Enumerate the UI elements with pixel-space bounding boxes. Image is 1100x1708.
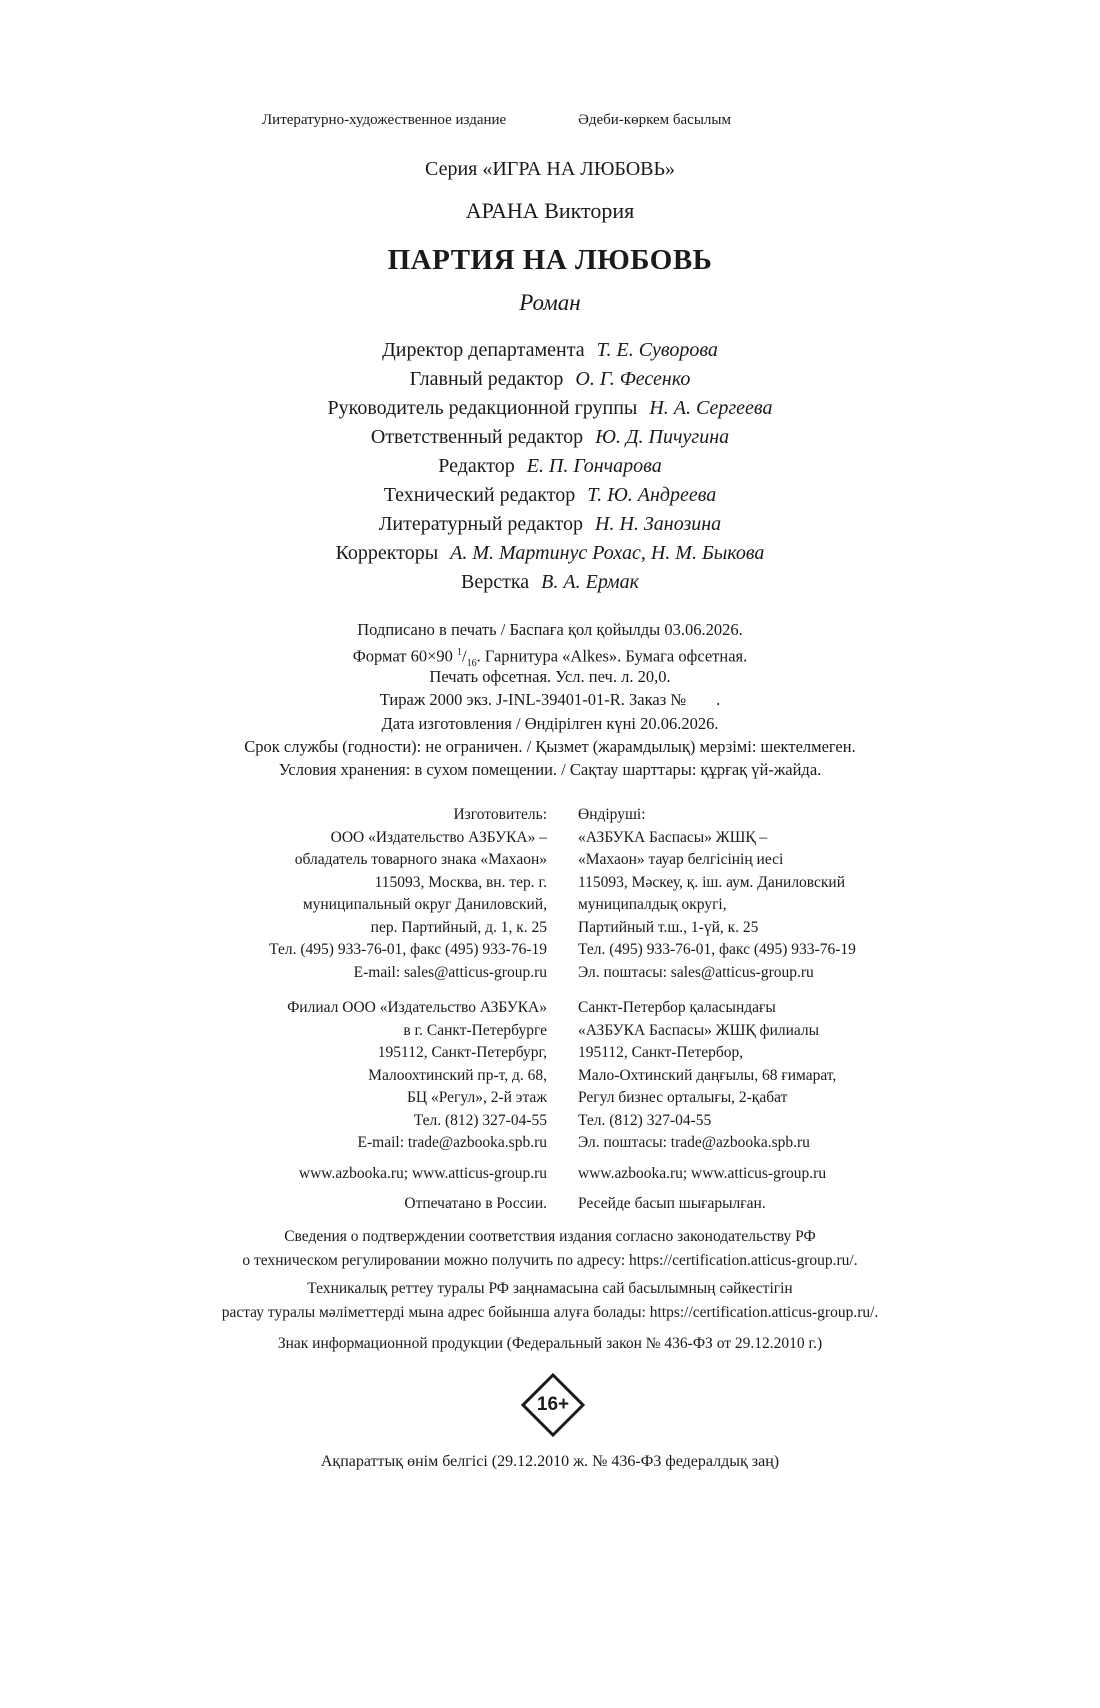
branch-kz-line: Мало-Охтинский даңғылы, 68 ғимарат, [578, 1066, 837, 1084]
circulation-text: Тираж 2000 экз. J-INL-39401-01-R. Заказ № [379, 690, 687, 710]
printed-in-ru: Отпечатано в России. [404, 1195, 547, 1212]
edition-type-row [0, 112, 1100, 136]
credit-line [0, 539, 1100, 568]
manufacturer-kz-line: 115093, Мәскеу, қ. іш. аум. Даниловский [578, 873, 846, 891]
branch-kz-email: Эл. поштасы: trade@azbooka.spb.ru [578, 1134, 810, 1151]
manufacturer-ru [269, 804, 547, 984]
info-product-mark-text: Знак информационной продукции (Федеральный закон № 436-ФЗ от 29.12.2010 г.) [277, 1335, 823, 1352]
circulation-end: . [716, 690, 721, 710]
certification-ru-line1: Сведения о подтверждении соответствия издания согласно законодательству РФ [284, 1228, 816, 1245]
certification-ru-line2: о техническом регулировании можно получить по адресу: https://certification.atticus-group.ru/. [242, 1252, 858, 1269]
credit-line [0, 394, 1100, 423]
credit-line [0, 423, 1100, 452]
format-sub: 16 [466, 658, 477, 670]
manufacturer-kz-line: «АЗБУКА Баспасы» ЖШҚ – [578, 828, 768, 846]
manufacturer-kz-line: Өндіруші: [578, 806, 646, 823]
certification-kz-line1: Техникалық реттеу туралы РФ заңнамасына сай басылымның сәйкестігін [307, 1280, 793, 1297]
certification-kz-line2: растау туралы мәліметтерді мына адрес бойынша алуға болады: https://certification.atticus-group.ru/. [221, 1304, 879, 1321]
credit-person: А. М. Мартинус Рохас, Н. М. Быкова [450, 542, 765, 564]
book-title: ПАРТИЯ НА ЛЮБОВЬ [387, 244, 713, 276]
credit-role: Главный редактор [409, 368, 564, 390]
credit-role: Директор департамента [382, 339, 585, 361]
branch-kz [578, 997, 836, 1155]
storage-conditions: Условия хранения: в сухом помещении. / Сақтау шарттары: құрғақ үй-жайда. [278, 760, 822, 780]
credit-person: Т. Ю. Андреева [587, 484, 717, 506]
age-rating-caption: Ақпараттық өнім белгісі (29.12.2010 ж. № 436-ФЗ федералдық заң) [320, 1453, 780, 1470]
credit-person: Т. Е. Суворова [596, 339, 718, 361]
credit-line [0, 568, 1100, 597]
websites-kz: www.azbooka.ru; www.atticus-group.ru [578, 1165, 827, 1182]
printing-line: Печать офсетная. Усл. печ. л. 20,0. [429, 666, 671, 686]
signed-to-print: Подписано в печать / Баспаға қол қойылды 03.06.2026. [357, 620, 743, 639]
branch-ru-line: Малоохтинский пр-т, д. 68, [368, 1066, 547, 1084]
edition-type-kz: Әдеби-көркем басылым [578, 112, 731, 128]
branch-kz-line: Регул бизнес орталығы, 2-қабат [578, 1089, 788, 1106]
manufacturer-kz-line: Партийный т.ш., 1-үй, к. 25 [578, 918, 759, 936]
credit-line [0, 510, 1100, 539]
websites-ru-col [299, 1163, 547, 1186]
author-name: АРАНА Виктория [465, 198, 635, 223]
print-info [0, 618, 1100, 782]
printed-in-kz-col [578, 1193, 766, 1216]
credit-person: Ю. Д. Пичугина [595, 426, 730, 448]
branch-ru-email: E-mail: trade@azbooka.spb.ru [357, 1134, 547, 1151]
credit-person: О. Г. Фесенко [575, 368, 691, 390]
credit-person: В. А. Ермак [541, 571, 639, 593]
credit-line [0, 365, 1100, 394]
printed-in-ru-col [404, 1193, 547, 1216]
circulation-line [0, 688, 1100, 711]
credit-person: Н. Н. Занозина [595, 513, 722, 535]
format-line: Формат 60×90 $^1/_{16}$. Гарнитура «Alkes». Бумага офсетная. [352, 646, 748, 670]
websites-kz-col [578, 1163, 826, 1186]
credit-role: Ответственный редактор [370, 426, 584, 448]
manufacturer-ru-line: муниципальный округ Даниловский, [302, 896, 547, 913]
branch-ru-line: БЦ «Регул», 2-й этаж [407, 1089, 547, 1106]
branch-ru-line: 195112, Санкт-Петербург, [377, 1044, 547, 1061]
credit-line [0, 452, 1100, 481]
certification-kz [0, 1277, 1100, 1325]
credit-role: Корректоры [335, 542, 439, 564]
manufacturer-ru-line: 115093, Москва, вн. тер. г. [374, 873, 547, 891]
manufacturer-kz-email: Эл. поштасы: sales@atticus-group.ru [578, 963, 814, 981]
credit-line [0, 481, 1100, 510]
credit-role: Верстка [461, 571, 530, 593]
branch-ru-line: в г. Санкт-Петербурге [403, 1021, 547, 1039]
websites-ru: www.azbooka.ru; www.atticus-group.ru [298, 1165, 547, 1182]
credits-list [0, 336, 1100, 597]
credit-role: Технический редактор [383, 484, 576, 506]
branch-kz-line: «АЗБУКА Баспасы» ЖШҚ филиалы [578, 1021, 820, 1039]
format-sup: 1 [457, 647, 463, 659]
branch-ru-line: Филиал ООО «Издательство АЗБУКА» [287, 999, 547, 1016]
manufacturer-ru-line: обладатель товарного знака «Махаон» [294, 851, 547, 868]
credit-role: Руководитель редакционной группы [327, 397, 638, 419]
series-title: Серия «ИГРА НА ЛЮБОВЬ» [425, 158, 675, 180]
credit-role: Редактор [438, 455, 515, 477]
credit-person: Е. П. Гончарова [526, 455, 662, 477]
branch-ru-line: Тел. (812) 327-04-55 [413, 1111, 547, 1129]
credit-line [0, 336, 1100, 365]
credit-role: Литературный редактор [378, 513, 583, 535]
age-rating-badge [520, 1372, 586, 1438]
branch-kz-line: Тел. (812) 327-04-55 [578, 1111, 712, 1129]
manufacturer-kz-line: «Махаон» тауар белгісінің иесі [578, 851, 784, 868]
production-date: Дата изготовления / Өндірілген күні 20.06.2026. [381, 713, 719, 733]
manufacturer-kz-line: Тел. (495) 933-76-01, факс (495) 933-76-19 [578, 941, 856, 958]
manufacturer-ru-email: E-mail: sales@atticus-group.ru [353, 963, 547, 981]
info-product-mark [0, 1332, 1100, 1356]
manufacturer-ru-line: Тел. (495) 933-76-01, факс (495) 933-76-19 [269, 941, 547, 958]
manufacturer-kz-line: муниципалдық округі, [578, 896, 727, 913]
credit-person: Н. А. Сергеева [649, 397, 773, 419]
branch-ru [287, 997, 547, 1155]
age-rating-label: 16+ [536, 1394, 570, 1415]
book-genre: Роман [519, 290, 581, 315]
branch-kz-line: Санкт-Петербор қаласындағы [578, 999, 776, 1016]
format-prefix: Формат 60×90 [352, 646, 453, 666]
manufacturer-kz [578, 804, 856, 984]
edition-type-ru: Литературно-художественное издание [262, 112, 507, 128]
format-suffix: . Гарнитура «Alkes». Бумага офсетная. [476, 646, 748, 666]
printed-in-kz: Ресейде басып шығарылған. [578, 1195, 766, 1212]
manufacturer-ru-line: ООО «Издательство АЗБУКА» – [330, 828, 547, 846]
service-life: Срок службы (годности): не ограничен. / Қызмет (жарамдылық) мерзімі: шектелмеген. [244, 736, 856, 756]
manufacturer-ru-line: пер. Партийный, д. 1, к. 25 [370, 918, 547, 936]
branch-kz-line: 195112, Санкт-Петербор, [578, 1044, 744, 1061]
certification-ru [0, 1225, 1100, 1273]
manufacturer-ru-line: Изготовитель: [453, 806, 547, 823]
